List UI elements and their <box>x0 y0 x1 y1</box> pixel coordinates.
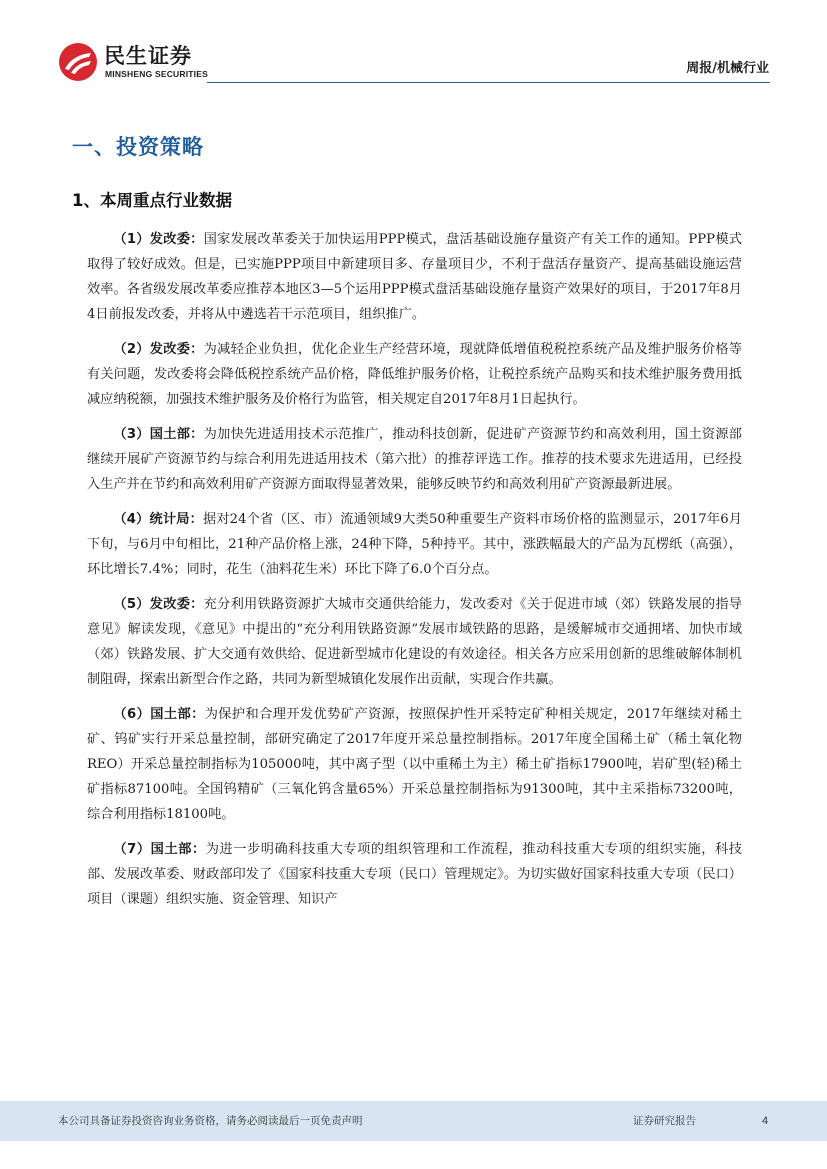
page-number: 4 <box>762 1115 769 1127</box>
report-type-label: 周报/机械行业 <box>686 61 769 76</box>
page-header <box>0 0 827 90</box>
paragraph <box>87 837 742 912</box>
footer-document-type: 证券研究报告 <box>633 1115 696 1127</box>
paragraph-lead: （7）国土部： <box>113 842 206 857</box>
paragraph-text: 据对24个省（区、市）流通领域9大类50种重要生产资料市场价格的监测显示，2017年6月下旬，与6月中旬相比，21种产品价格上涨，24种下降，5种持平。其中，涨跌幅最大的产品为瓦楞纸（高强），环比增长7.4%；同时，花生（油料花生米）环比下降了6.0个百分点。 <box>87 512 742 577</box>
paragraph-lead: （6）国土部： <box>113 707 205 722</box>
footer-disclaimer: 本公司具备证券投资咨询业务资格，请务必阅读最后一页免责声明 <box>58 1115 363 1127</box>
paragraph <box>87 227 742 327</box>
paragraph-text: 为进一步明确科技重大专项的组织管理和工作流程，推动科技重大专项的组织实施，科技部、发展改革委、财政部印发了《国家科技重大专项（民口）管理规定》。为切实做好国家科技重大专项（民口）项目（课题）组织实施、资金管理、知识产 <box>87 842 742 907</box>
paragraph-text: 为加快先进适用技术示范推广，推动科技创新，促进矿产资源节约和高效利用，国土资源部继续开展矿产资源节约与综合利用先进适用技术（第六批）的推荐评选工作。推荐的技术要求先进适用，已经投入生产并在节约和高效利用矿产资源方面取得显著效果，能够反映节约和高效利用矿产资源最新进展。 <box>87 427 742 492</box>
subsection-title: 1、本周重点行业数据 <box>72 191 232 210</box>
logo-chinese-name: 民生证券 <box>104 44 192 68</box>
company-logo <box>58 42 218 84</box>
paragraph <box>87 422 742 497</box>
paragraph-text: 充分利用铁路资源扩大城市交通供给能力，发改委对《关于促进市域（郊）铁路发展的指导意见》解读发现，《意见》中提出的“充分利用铁路资源”发展市域铁路的思路，是缓解城市交通拥堵、加快市域（郊）铁路发展、扩大交通有效供给、促进新型城市化建设的有效途径。相关各方应采用创新的思维破解体制机制阻碍，探索出新型合作之路，共同为新型城镇化发展作出贡献，实现合作共赢。 <box>87 597 742 687</box>
paragraph-text: 为减轻企业负担，优化企业生产经营环境，现就降低增值税税控系统产品及维护服务价格等有关问题，发改委将会降低税控系统产品价格，降低维护服务价格，让税控系统产品购买和技术维护服务费用抵减应纳税额，加强技术维护服务及价格行为监管，相关规定自2017年8月1日起执行。 <box>87 342 742 407</box>
paragraph <box>87 592 742 692</box>
article-body <box>87 227 742 922</box>
section-title: 一、投资策略 <box>72 135 204 159</box>
paragraph <box>87 702 742 827</box>
paragraph-text: 国家发展改革委关于加快运用PPP模式，盘活基础设施存量资产有关工作的通知。PPP模式取得了较好成效。但是，已实施PPP项目中新建项目多、存量项目少，不利于盘活存量资产、提高基础设施运营效率。各省级发展改革委应推荐本地区3—5个运用PPP模式盘活基础设施存量资产效果好的项目，于2017年8月4日前报发改委，并将从中遴选若干示范项目，组织推广。 <box>87 232 742 322</box>
paragraph <box>87 337 742 412</box>
paragraph-lead: （2）发改委： <box>113 342 204 357</box>
paragraph-text: 为保护和合理开发优势矿产资源，按照保护性开采特定矿种相关规定，2017年继续对稀土矿、钨矿实行开采总量控制，部研究确定了2017年度开采总量控制指标。2017年度全国稀土矿（稀土氧化物REO）开采总量控制指标为105000吨，其中离子型（以中重稀土为主）稀土矿指标17900吨，岩矿型(轻)稀土矿指标87100吨。全国钨精矿（三氧化钨含量65%）开采总量控制指标为91300吨，其中主采指标73200吨，综合利用指标18100吨。 <box>87 707 742 822</box>
header-divider <box>207 82 770 83</box>
minsheng-logo-icon <box>58 42 98 82</box>
paragraph-lead: （4）统计局： <box>113 512 203 527</box>
paragraph <box>87 507 742 582</box>
page-footer <box>0 1101 827 1141</box>
paragraph-lead: （5）发改委： <box>113 597 204 612</box>
paragraph-lead: （1）发改委： <box>113 232 204 247</box>
paragraph-lead: （3）国土部： <box>113 427 204 442</box>
logo-english-name: MINSHENG SECURITIES <box>105 69 208 79</box>
